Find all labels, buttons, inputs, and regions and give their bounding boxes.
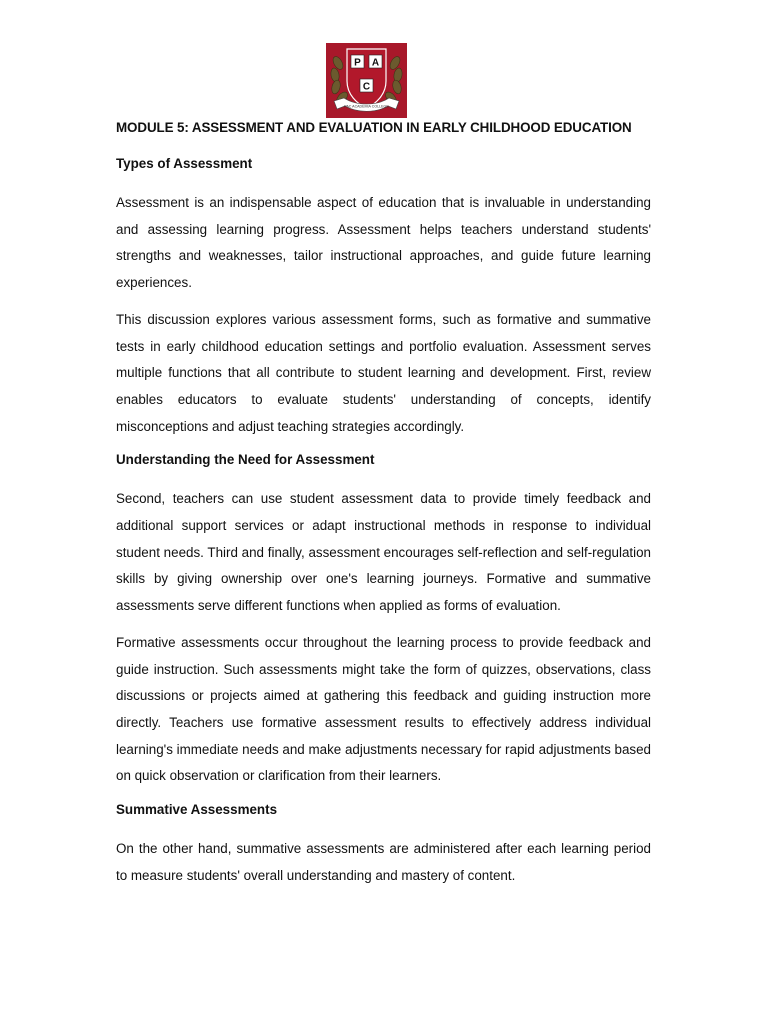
- college-crest-icon: [326, 43, 407, 118]
- paragraph: Assessment is an indispensable aspect of education that is invaluable in understanding and assessing learning progress. Assessment helps teachers understand students' strengths and weaknesses, tailor instructional approaches, and guide future learning experiences.: [116, 195, 651, 291]
- paragraph: On the other hand, summative assessments are administered after each learning period to measure students' overall understanding and mastery of content.: [116, 841, 651, 883]
- logo-ribbon-text: PAC ACADEMIA COLLEGE: [344, 104, 389, 109]
- section-need-for-assessment: [116, 450, 651, 790]
- section-types-of-assessment: [116, 154, 651, 440]
- logo-letter-c: C: [362, 81, 371, 93]
- section-heading: Types of Assessment: [116, 156, 253, 171]
- document-body: [116, 118, 651, 899]
- section-heading: Summative Assessments: [116, 802, 278, 818]
- logo-letter-a: A: [371, 57, 380, 69]
- paragraph: Formative assessments occur throughout the learning process to provide feedback and guide instruction. Such assessments might take the form of quizzes, observations, class discussions or projects aimed at gathering this feedback and guiding instruction more directly. Teachers use formative assessment results to effectively address individual learning's immediate needs and make adjustments necessary for rapid adjustments based on quick observation or clarification from their learners.: [116, 634, 651, 784]
- section-heading: Understanding the Need for Assessment: [116, 452, 375, 468]
- paragraph: This discussion explores various assessment forms, such as formative and summative tests in early childhood education settings and portfolio evaluation. Assessment serves multiple functions that all contribute to student learning and development. First, review enables educators to evaluate students' understanding of concepts, identify misconceptions and adjust teaching strategies accordingly.: [116, 311, 651, 434]
- section-summative-assessments: [116, 800, 651, 889]
- logo-letter-p: P: [354, 57, 361, 69]
- document-title: MODULE 5: ASSESSMENT AND EVALUATION IN EARLY CHILDHOOD EDUCATION: [116, 120, 632, 135]
- paragraph: Second, teachers can use student assessment data to provide timely feedback and additional support services or adapt instructional methods in response to individual student needs. Third and finally, assessment encourages self-reflection and self-regulation skills by giving ownership over one's learning journeys. Formative and summative assessments serve different functions when applied as forms of evaluation.: [116, 491, 651, 614]
- college-logo: [326, 43, 407, 118]
